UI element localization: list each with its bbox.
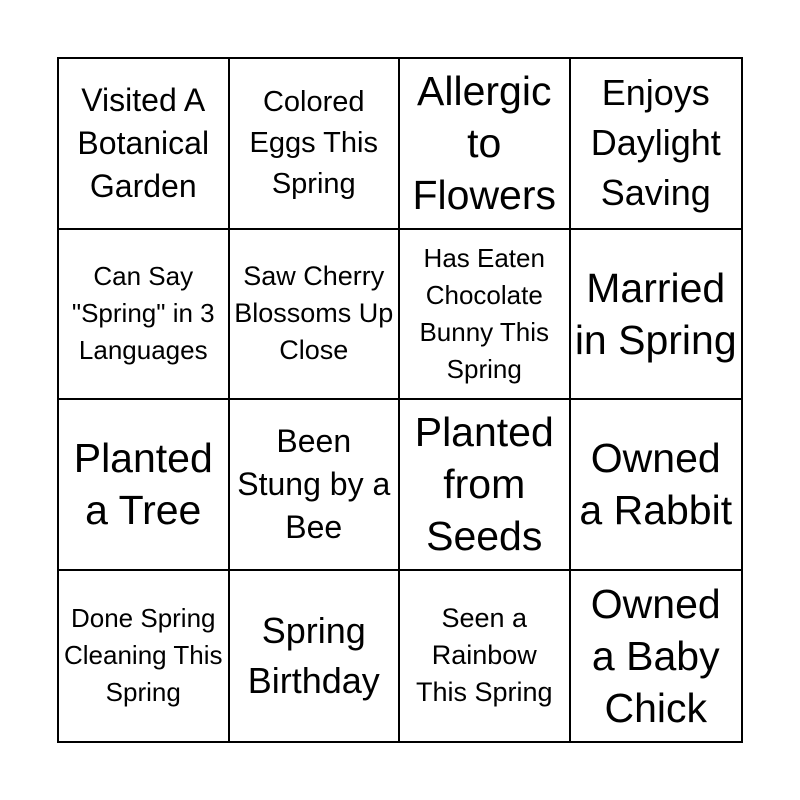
bingo-cell[interactable] bbox=[230, 230, 401, 401]
cell-text: Allergic to Flowers bbox=[412, 68, 557, 219]
bingo-cell[interactable] bbox=[400, 571, 571, 742]
bingo-cell[interactable] bbox=[230, 400, 401, 571]
bingo-cell[interactable] bbox=[571, 571, 742, 742]
cell-text: Seen a Rainbow This Spring bbox=[415, 603, 553, 708]
bingo-cell[interactable] bbox=[571, 230, 742, 401]
cell-text: Visited A Botanical Garden bbox=[77, 81, 210, 204]
cell-text: Has Eaten Chocolate Bunny This Spring bbox=[419, 242, 550, 384]
bingo-cell[interactable] bbox=[59, 230, 230, 401]
cell-text: Planted from Seeds bbox=[414, 409, 554, 560]
cell-text: Married in Spring bbox=[574, 264, 737, 363]
bingo-cell[interactable] bbox=[571, 59, 742, 230]
bingo-cell[interactable] bbox=[400, 400, 571, 571]
cell-text: Saw Cherry Blossoms Up Close bbox=[234, 261, 394, 366]
cell-text: Owned a Rabbit bbox=[579, 435, 733, 534]
bingo-cell[interactable] bbox=[400, 59, 571, 230]
cell-text: Colored Eggs This Spring bbox=[249, 85, 378, 200]
bingo-cell[interactable] bbox=[230, 59, 401, 230]
bingo-board bbox=[57, 57, 743, 743]
cell-text: Planted a Tree bbox=[73, 435, 213, 534]
cell-text: Been Stung by a Bee bbox=[237, 422, 391, 545]
bingo-cell[interactable] bbox=[59, 571, 230, 742]
bingo-cell[interactable] bbox=[59, 400, 230, 571]
bingo-cell[interactable] bbox=[571, 400, 742, 571]
bingo-cell[interactable] bbox=[400, 230, 571, 401]
cell-text: Done Spring Cleaning This Spring bbox=[63, 603, 223, 708]
bingo-cell[interactable] bbox=[230, 571, 401, 742]
cell-text: Can Say "Spring" in 3 Languages bbox=[71, 261, 215, 366]
cell-text: Owned a Baby Chick bbox=[590, 580, 721, 731]
bingo-cell[interactable] bbox=[59, 59, 230, 230]
cell-text: Spring Birthday bbox=[247, 609, 380, 701]
cell-text: Enjoys Daylight Saving bbox=[590, 72, 721, 214]
